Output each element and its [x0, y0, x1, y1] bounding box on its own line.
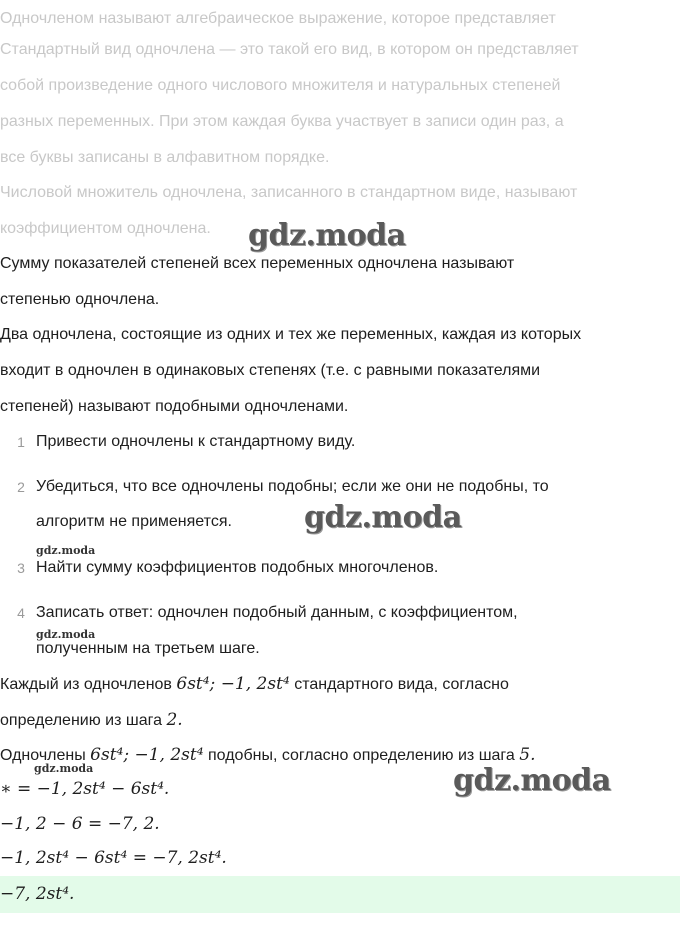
- math-expression: 2.: [166, 710, 183, 730]
- solution-line: [0, 674, 509, 695]
- solution-text: Одночлены: [0, 747, 91, 764]
- step-number: 3: [17, 560, 25, 576]
- step-text: полученным на третьем шаге.: [36, 640, 260, 657]
- definition-line: Сумму показателей степеней всех переменных одночлена называют: [0, 255, 515, 272]
- watermark-logo: gdz.moda: [36, 628, 96, 641]
- watermark-logo: gdz.moda: [36, 544, 96, 557]
- step-text: Привести одночлены к стандартному виду.: [36, 433, 356, 450]
- solution-line: [0, 710, 183, 731]
- definition-line: разных переменных. При этом каждая буква участвует в записи один раз, а: [0, 113, 564, 130]
- step-text: Найти сумму коэффициентов подобных многочленов.: [36, 559, 439, 576]
- watermark-logo: gdz.moda: [34, 762, 94, 775]
- definition-line: входит в одночлен в одинаковых степенях (т.е. с равными показателями: [0, 362, 541, 379]
- definition-line: коэффициентом одночлена.: [0, 220, 211, 237]
- math-expression: 6st⁴; −1, 2st⁴: [176, 674, 290, 694]
- definition-line: Одночленом называют алгебраическое выражение, которое представляет: [0, 10, 556, 27]
- watermark-logo: gdz.moda: [304, 500, 462, 535]
- solution-text: подобны, согласно определению из шага: [203, 747, 520, 764]
- definition-line: Числовой множитель одночлена, записанного в стандартном виде, называют: [0, 184, 578, 201]
- step-text: Записать ответ: одночлен подобный данным, с коэффициентом,: [36, 604, 518, 621]
- definition-line: Два одночлена, состоящие из одних и тех же переменных, каждая из которых: [0, 326, 582, 343]
- definition-line: степенью одночлена.: [0, 291, 160, 308]
- equation: ∗ = −1, 2st⁴ − 6st⁴.: [0, 779, 170, 799]
- definition-line: Стандартный вид одночлена — это такой его вид, в котором он представляет: [0, 41, 579, 58]
- step-text: алгоритм не применяется.: [36, 513, 232, 530]
- step-number: 2: [17, 479, 25, 495]
- answer: −7, 2st⁴.: [0, 884, 75, 904]
- watermark-logo: gdz.moda: [453, 763, 611, 798]
- definition-line: степеней) называют подобными одночленами.: [0, 398, 349, 415]
- watermark-logo: gdz.moda: [248, 218, 406, 253]
- equation: −1, 2st⁴ − 6st⁴ = −7, 2st⁴.: [0, 848, 227, 868]
- math-expression: 5.: [519, 745, 536, 765]
- step-number: 1: [17, 434, 25, 450]
- math-expression: 6st⁴; −1, 2st⁴: [90, 745, 204, 765]
- solution-text: определению из шага: [0, 712, 167, 729]
- definition-line: собой произведение одного числового множителя и натуральных степеней: [0, 77, 561, 94]
- solution-text: стандартного вида, согласно: [289, 676, 509, 693]
- step-text: Убедиться, что все одночлены подобны; если же они не подобны, то: [36, 478, 549, 495]
- solution-text: Каждый из одночленов: [0, 676, 177, 693]
- equation: −1, 2 − 6 = −7, 2.: [0, 814, 160, 834]
- step-number: 4: [17, 605, 25, 621]
- answer-box: [0, 876, 680, 913]
- definition-line: все буквы записаны в алфавитном порядке.: [0, 149, 330, 166]
